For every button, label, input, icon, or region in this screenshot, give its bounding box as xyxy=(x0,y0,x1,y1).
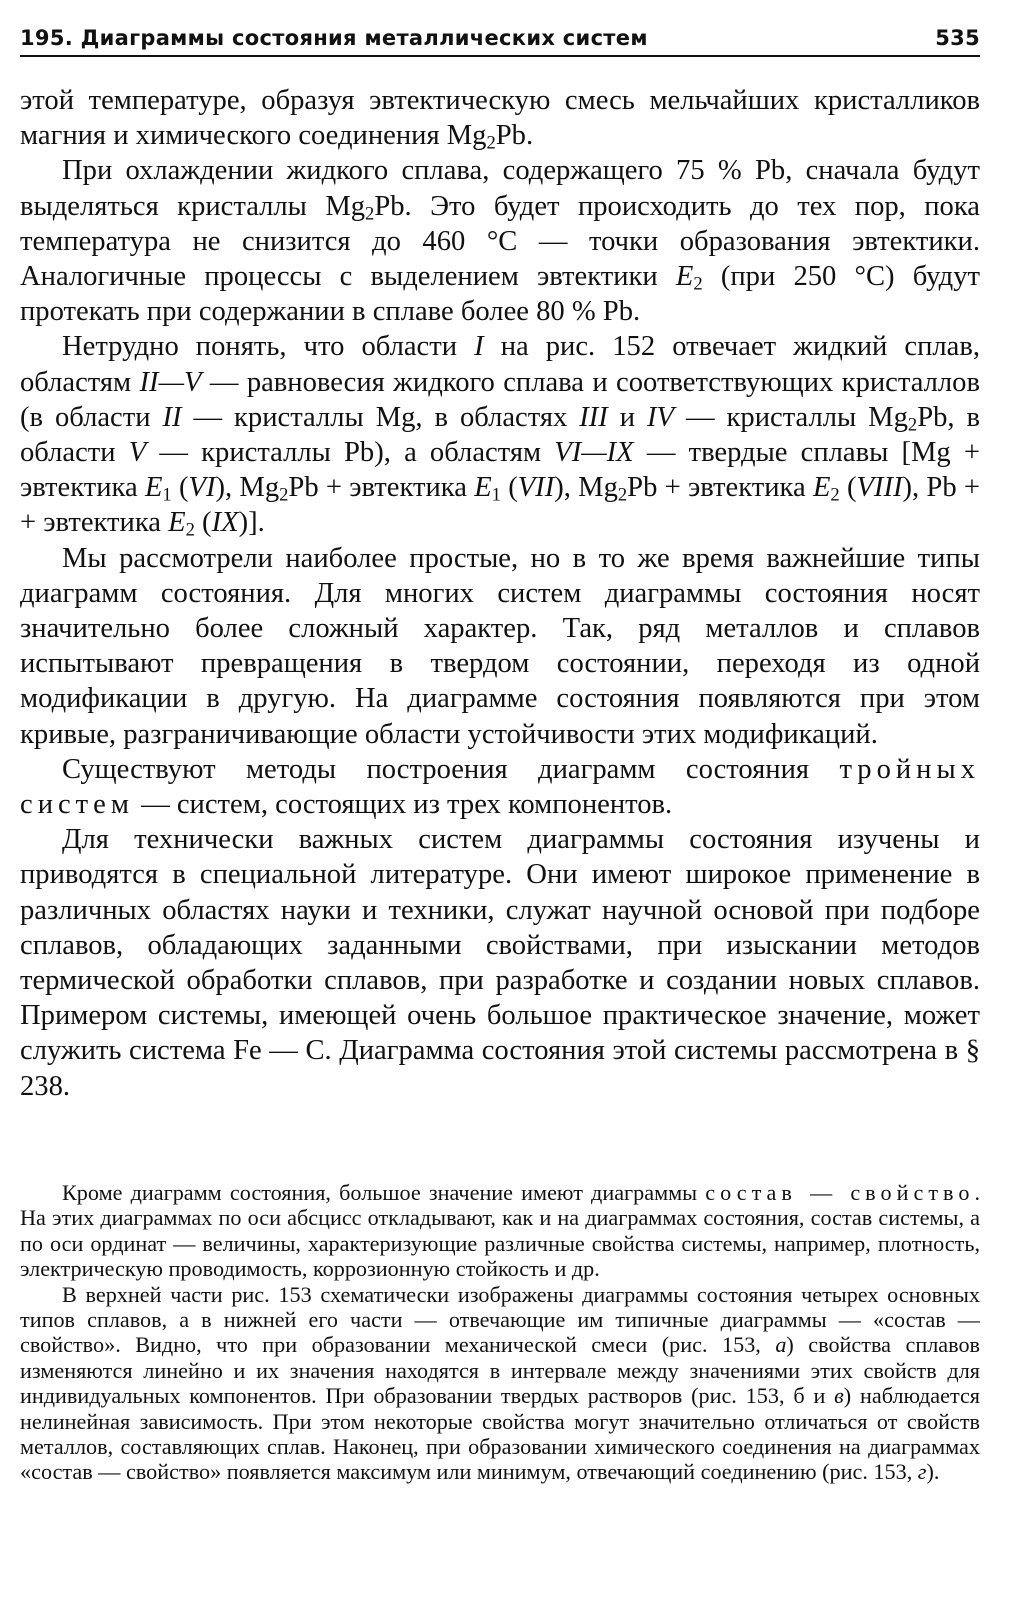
text-run: В верхней части рис. 153 схематически изображены диаграммы состояния четырех основных типов сплавов, а в нижней его части — отвечающие им типичные диаграммы — «состав — свойство». Видно, что при образовании механической смеси (рис. 153, xyxy=(20,1281,980,1358)
text-run: Pb, в области xyxy=(20,401,980,469)
main-paragraph-5 xyxy=(20,752,980,822)
italic-text: III xyxy=(579,401,608,433)
italic-text: IV xyxy=(647,401,675,433)
page-number: 535 xyxy=(935,26,980,50)
main-paragraph-2 xyxy=(20,153,980,329)
running-head xyxy=(20,26,980,57)
small-paragraph-2 xyxy=(20,1282,980,1485)
italic-text: E xyxy=(144,472,163,504)
small-print-text xyxy=(20,1180,980,1485)
text-run: Pb. Это будет происходить до тех пор, пока температура не снизится до 460 °C — точки образования эвтектики. Аналогичные процессы с выделением эвтектики xyxy=(20,190,980,293)
italic-text: E xyxy=(474,472,492,504)
italic-text: V xyxy=(128,437,147,469)
subscript: 1 xyxy=(491,484,501,506)
italic-text: E xyxy=(168,507,186,539)
text-run: ), Pb + + эвтектика xyxy=(20,472,980,539)
text-run: При охлаждении жидкого сплава, содержащего 75 % Pb, сначала будут выделяться кристаллы Mg xyxy=(20,155,980,222)
italic-text: IX xyxy=(211,507,239,539)
text-run: ) наблюдается нелинейная зависимость. При этом некоторые свойства могут значительно отличаться от свойств металлов, составляющих сплав. Наконец, при образовании химического соединения на диаграммах «состав — свойство» появляется максимум или минимум, отвечающий соединению (рис. 153, xyxy=(20,1383,980,1485)
subscript: 2 xyxy=(365,203,375,225)
text-run: . На этих диаграммах по оси абсцисс откладывают, как и на диаграммах состояния, состав системы, а по оси ординат — величины, характеризующие различные свойства системы, например, плотность, электрическую проводимость, коррозионную стойкость и др. xyxy=(20,1179,980,1282)
text-run: на рис. 152 отвечает жидкий сплав, областям xyxy=(20,331,981,398)
main-paragraph-3 xyxy=(20,329,980,540)
italic-text: E xyxy=(675,261,694,293)
subscript: 2 xyxy=(486,132,496,154)
spaced-emphasis: тройных систем xyxy=(20,753,980,821)
italic-text: VI xyxy=(188,472,216,504)
text-run: — кристаллы Mg xyxy=(674,401,908,433)
subscript: 1 xyxy=(162,484,172,506)
italic-text: I xyxy=(474,331,484,363)
subscript: 2 xyxy=(907,414,918,436)
text-run: и xyxy=(607,401,648,433)
italic-text: VII xyxy=(517,472,555,504)
text-run: ( xyxy=(500,472,518,504)
text-run: этой температуре, образуя эвтектическую смесь мельчайших кристалликов магния и химического соединения Mg xyxy=(20,85,980,152)
italic-text: VI—IX xyxy=(554,437,634,469)
text-run: ). xyxy=(926,1459,940,1485)
subscript: 2 xyxy=(279,484,289,506)
italic-text: г xyxy=(917,1459,927,1485)
text-run: (при 250 °C) будут протекать при содержании в сплаве более 80 % Pb. xyxy=(20,261,981,328)
text-run: — систем, состоящих из трех компонентов. xyxy=(133,789,673,821)
text-run: ), Mg xyxy=(215,472,280,504)
subscript: 2 xyxy=(185,520,195,542)
main-paragraph-1 xyxy=(20,83,980,153)
subscript: 2 xyxy=(830,484,840,506)
text-run: Pb + эвтектика xyxy=(627,472,813,504)
main-text xyxy=(20,83,980,1104)
italic-text: а xyxy=(775,1332,787,1358)
text-run: Для технически важных систем диаграммы состояния изучены и приводятся в специальной литературе. Они имеют широкое применение в различных областях науки и техники, служат научной основой при подборе сплавов, обладающих заданными свойствами, при изыскании методов термической обработки сплавов, при разработке и создании новых сплавов. Примером системы, имеющей очень большое практическое значение, может служить система Fe — C. Диаграмма состояния этой системы рассмотрена в § 238. xyxy=(20,824,980,1102)
italic-text: E xyxy=(812,472,831,504)
text-run: Кроме диаграмм состояния, большое значение имеют диаграммы xyxy=(62,1179,706,1205)
italic-text: в xyxy=(834,1383,844,1409)
text-run: Мы рассмотрели наиболее простые, но в то же время важнейшие типы диаграмм состояния. Для многих систем диаграммы состояния носят значительно более сложный характер. Так, ряд металлов и сплавов испытывают превращения в твердом состоянии, переходя из одной модификации в другую. На диаграмме состояния появляются при этом кривые, разграничивающие области устойчивости этих модификаций. xyxy=(20,542,980,750)
main-paragraph-4 xyxy=(20,541,980,752)
main-paragraph-6 xyxy=(20,822,980,1104)
text-run: Pb. xyxy=(495,120,534,152)
text-run: Существуют методы построения диаграмм состояния xyxy=(62,753,840,785)
text-run: Pb + эвтектика xyxy=(288,472,475,504)
text-run: ( xyxy=(194,507,212,539)
italic-text: II—V xyxy=(139,366,202,398)
text-run: — равновесия жидкого сплава и соответствующих кристаллов (в области xyxy=(20,366,980,433)
text-run: ( xyxy=(839,472,857,504)
small-paragraph-1 xyxy=(20,1180,980,1282)
text-run: — твердые сплавы [Mg + эвтектика xyxy=(20,437,981,504)
italic-text: II xyxy=(162,401,182,433)
spaced-emphasis: состав — свойство xyxy=(705,1179,975,1205)
subscript: 2 xyxy=(617,484,628,506)
subscript: 2 xyxy=(693,273,703,295)
italic-text: VIII xyxy=(856,472,903,504)
text-run: ) свойства сплавов изменяются линейно и их значения находятся в интервале между значениями этих свойств для индивидуальных компонентов. При образовании твердых растворов (рис. 153, б и xyxy=(20,1332,981,1409)
text-run: )]. xyxy=(238,507,265,539)
section-title: 195. Диаграммы состояния металлических систем xyxy=(20,26,648,50)
text-run: ), Mg xyxy=(554,472,618,504)
text-run: — кристаллы Pb), а областям xyxy=(146,437,555,469)
text-run: ( xyxy=(171,472,189,504)
text-run: Нетрудно понять, что области xyxy=(62,331,475,363)
text-run: — кристаллы Mg, в областях xyxy=(181,401,580,433)
